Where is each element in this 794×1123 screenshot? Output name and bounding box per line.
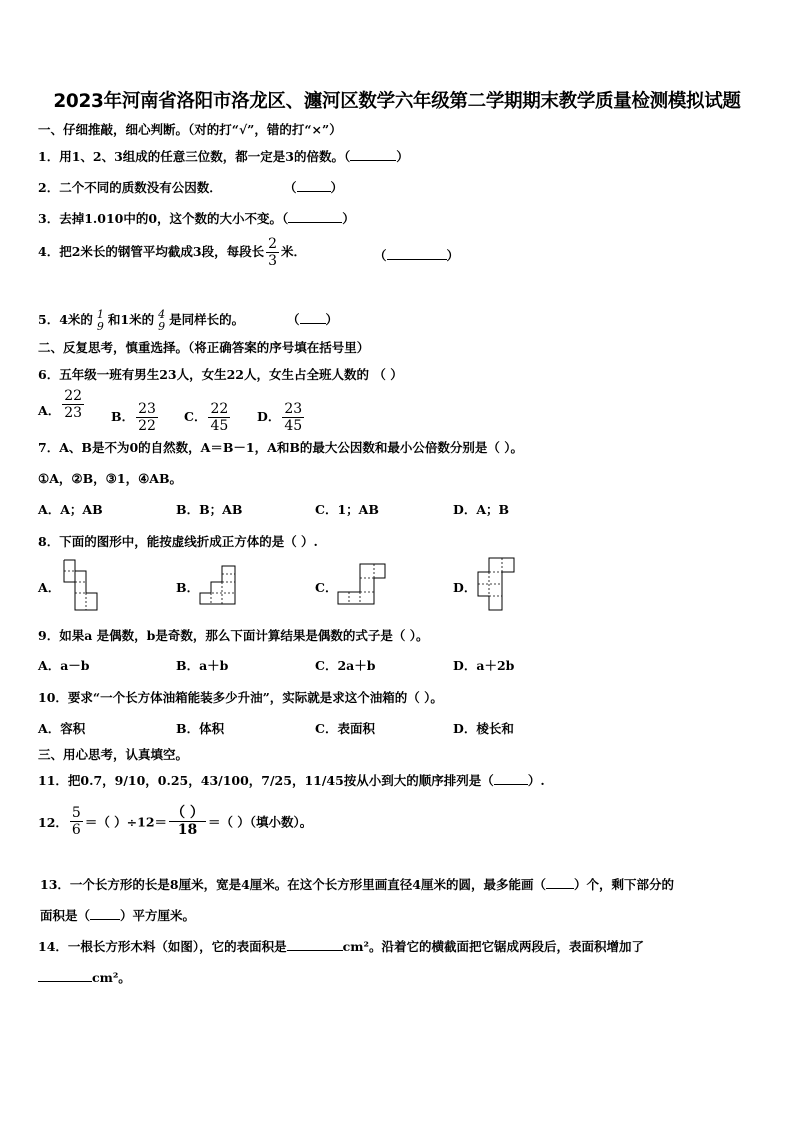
question-1 (38, 147, 409, 165)
question-14-line2 (38, 968, 131, 986)
q10-option-c[interactable]: C．表面积 (315, 721, 375, 736)
q12-part2: ＝（ ）（填小数）。 (207, 814, 313, 830)
q2-close: ） (330, 180, 344, 195)
q5-answer-blank[interactable] (300, 311, 326, 324)
q4-after: 米． (281, 244, 307, 259)
q7-choices: ①A，②B，③1，④AB。 (38, 471, 183, 486)
q8-net-c (336, 562, 388, 606)
question-4 (38, 236, 306, 269)
q14-unit1: cm²。沿着它的横截面把它锯成两段后，表面积增加了 (342, 939, 644, 954)
q7-option-a[interactable]: A．A；AB (38, 502, 103, 517)
q10-option-b[interactable]: B．体积 (176, 721, 225, 736)
section2-heading: 二、反复思考，慎重选择。（将正确答案的序号填在括号里） (38, 340, 370, 355)
q5-answer (287, 310, 338, 328)
question-11 (38, 771, 545, 789)
question-9: 9．如果a 是偶数，b是奇数，那么下面计算结果是偶数的式子是（ ）。 (38, 628, 429, 643)
q11-close: ）. (527, 773, 545, 788)
q7-option-d[interactable]: D．A；B (453, 502, 510, 517)
q3-answer-blank[interactable] (288, 210, 342, 223)
q8-net-a (62, 558, 102, 612)
question-3 (38, 209, 355, 227)
q13-text-2b: ）平方厘米。 (120, 908, 196, 923)
q10-option-d[interactable]: D．棱长和 (453, 721, 514, 736)
q13-text-b: ）个，剩下部分的 (574, 877, 675, 892)
q4-answer-blank[interactable] (387, 247, 447, 260)
q8-option-d[interactable]: D． (453, 580, 477, 595)
q2-open: （ (284, 180, 297, 195)
q10-option-a[interactable]: A．容积 (38, 721, 86, 736)
q7-option-c[interactable]: C．1；AB (315, 502, 379, 517)
q4-open: （ (374, 248, 387, 263)
question-6: 6．五年级一班有男生23人，女生22人，女生占全班人数的 （ ） (38, 367, 403, 382)
section3-heading: 三、用心思考，认真填空。 (38, 747, 189, 762)
q4-text: 4．把2米长的钢管平均截成3段，每段长 (38, 244, 265, 259)
q4-fraction: $\frac{2}{3}$ (268, 236, 278, 269)
q14-surface-blank[interactable] (287, 938, 343, 951)
q6-options (38, 388, 398, 434)
q11-answer-blank[interactable] (494, 772, 528, 785)
q6-option-c[interactable]: C． $\frac{22}{45}$ (184, 401, 229, 434)
q14-increase-blank[interactable] (38, 969, 92, 982)
q4-answer (374, 246, 459, 264)
q5-close: ） (325, 312, 339, 327)
q14-text: 14．一根长方形木料（如图），它的表面积是 (38, 939, 287, 954)
q6-option-d[interactable]: D． $\frac{23}{45}$ (257, 401, 303, 434)
q7-option-b[interactable]: B．B；AB (176, 502, 243, 517)
q11-text: 11．把0.7，9/10，0.25，43/100，7/25，11/45按从小到大的顺序排列是（ (38, 773, 494, 788)
q2-text: 2．二个不同的质数没有公因数． (38, 180, 222, 195)
q1-text: 1．用1、2、3组成的任意三位数，都一定是3的倍数。（ (38, 149, 351, 164)
q3-close: ） (342, 211, 355, 226)
q13-text-2: 面积是（ (40, 908, 91, 923)
q12-part1: ＝（ ）÷12＝ (84, 814, 168, 830)
question-12 (38, 805, 312, 845)
q6-option-b[interactable]: B． $\frac{23}{22}$ (111, 401, 156, 434)
q12-fraction-2[interactable]: $\frac{( )}{18}$ (171, 805, 204, 838)
q8-option-c[interactable]: C． (315, 580, 338, 595)
question-7: 7．A、B是不为0的自然数，A＝B－1，A和B的最大公因数和最小公倍数分别是（ ）。 (38, 440, 523, 455)
q6-option-a[interactable]: A． $\frac{22}{23}$ (38, 388, 83, 421)
q13-text: 13．一个长方形的长是8厘米，宽是4厘米。在这个长方形里画直径4厘米的圆，最多能画（ (40, 877, 546, 892)
section1-heading: 一、仔细推敲，细心判断。（对的打“√”，错的打“×”） (38, 122, 342, 137)
q5-after: 是同样长的。 (169, 312, 245, 327)
q8-option-b[interactable]: B． (176, 580, 200, 595)
q5-mid: 和1米的 (107, 312, 155, 327)
q2-answer-blank[interactable] (297, 179, 331, 192)
q9-option-b[interactable]: B．a＋b (176, 658, 229, 673)
q3-text: 3．去掉1.010中的0，这个数的大小不变。（ (38, 211, 289, 226)
q5-pre: 5．4米的 (38, 312, 93, 327)
q1-close: ） (396, 149, 409, 164)
q2-answer (284, 178, 343, 196)
q12-fraction-1: $\frac{5}{6}$ (71, 805, 81, 838)
q8-net-b (198, 564, 240, 606)
q13-area-blank[interactable] (90, 907, 120, 920)
question-5 (38, 288, 244, 333)
q5-open: （ (287, 312, 300, 327)
q9-option-a[interactable]: A．a－b (38, 658, 90, 673)
q14-unit2: cm²。 (92, 970, 131, 985)
q9-option-d[interactable]: D．a＋2b (453, 658, 515, 673)
question-13-line2 (40, 906, 195, 924)
q5-fraction-2: 4 9 (158, 307, 166, 333)
question-8: 8．下面的图形中，能按虚线折成正方体的是（ ）. (38, 534, 318, 549)
q1-answer-blank[interactable] (350, 148, 396, 161)
question-14-line1 (38, 937, 644, 955)
q8-option-a[interactable]: A． (38, 580, 61, 595)
q13-count-blank[interactable] (546, 876, 574, 889)
question-10: 10．要求“一个长方体油箱能装多少升油”，实际就是求这个油箱的（ ）。 (38, 690, 443, 705)
q8-net-d (476, 556, 518, 612)
page-title: 2023年河南省洛阳市洛龙区、瀍河区数学六年级第二学期期末教学质量检测模拟试题 (53, 91, 741, 112)
q4-close: ） (446, 248, 460, 263)
q9-option-c[interactable]: C．2a＋b (315, 658, 376, 673)
q12-label: 12． (38, 814, 68, 830)
q5-fraction-1: 1 9 (96, 307, 104, 333)
question-13-line1 (40, 875, 674, 893)
question-2 (38, 178, 222, 196)
